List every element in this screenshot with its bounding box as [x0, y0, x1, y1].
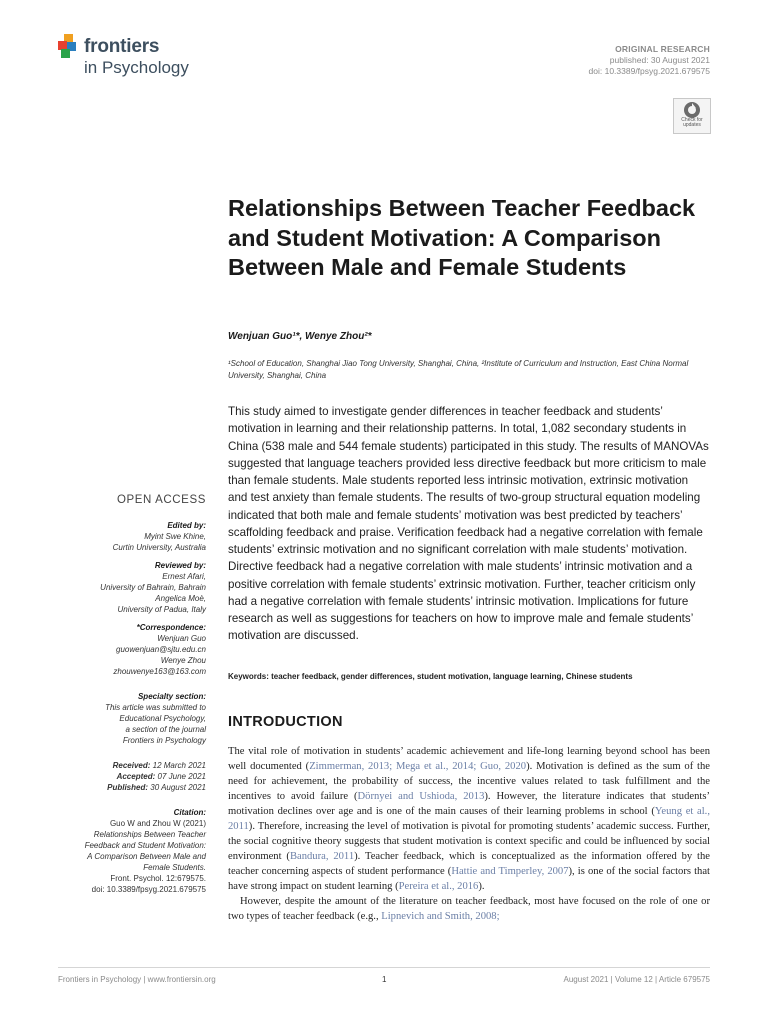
doi[interactable]: doi: 10.3389/fpsyg.2021.679575 [588, 66, 710, 76]
citation-link[interactable]: Bandura, 2011 [289, 851, 355, 862]
citation-link[interactable]: Lipnevich and Smith, 2008; [381, 911, 500, 922]
article-header-meta [589, 44, 710, 77]
accepted-label: Accepted: [116, 772, 156, 781]
accepted-row [58, 771, 206, 782]
reviewer-line: Ernest Afari, [162, 572, 206, 581]
published-date-sidebar: 30 August 2021 [150, 783, 206, 792]
correspondence-email-link[interactable]: zhouwenye163@163.com [113, 667, 206, 676]
authors[interactable]: Wenjuan Guo¹*, Wenye Zhou²* [228, 331, 372, 342]
check-for-updates-button[interactable] [673, 98, 711, 134]
reviewer-line: University of Padua, Italy [117, 605, 206, 614]
reviewed-by-section [58, 560, 206, 615]
specialty-line: This article was submitted to [105, 703, 206, 712]
editor-line: Myint Swe Khine, [144, 532, 206, 541]
citation-line: Feedback and Student Motivation: [84, 841, 206, 850]
citation-line: A Comparison Between Male and [87, 852, 206, 861]
citation-label: Citation: [173, 808, 206, 817]
footer-journal-link[interactable]: Frontiers in Psychology | www.frontiersin.org [58, 975, 216, 984]
citation-line[interactable]: doi: 10.3389/fpsyg.2021.679575 [91, 885, 206, 894]
editor-line: Curtin University, Australia [112, 543, 206, 552]
page-number: 1 [382, 975, 387, 984]
article-type: ORIGINAL RESEARCH [615, 44, 710, 54]
paragraph-text: ). Therefore, increasing the level of motivation is pivotal for promoting students’ academic success. Further, the social cognitive theory suggests that student motivation is context specific and could be influenced by social environment ( [228, 821, 710, 862]
received-row [58, 760, 206, 771]
section-heading-introduction: INTRODUCTION [228, 714, 343, 730]
specialty-line: Frontiers in Psychology [122, 736, 206, 745]
citation-line: Relationships Between Teacher [93, 830, 206, 839]
paragraph-text: ). However, the literature indicates that students’ motivation declines over age and is one of the main causes of their learning problems in school ( [228, 791, 710, 817]
check-updates-label: Check for updates [681, 117, 703, 128]
reviewer-line: University of Bahrain, Bahrain [100, 583, 206, 592]
citation-line: Front. Psychol. 12:679575. [110, 874, 206, 883]
specialty-section [58, 691, 206, 746]
affiliations: ¹School of Education, Shanghai Jiao Tong University, Shanghai, China, ²Institute of Curriculum and Instruction, East China Normal University, Shanghai, China [228, 359, 689, 380]
edited-by-section [58, 520, 206, 553]
paragraph-text: ), is one of the social factors that have strong impact on student learning ( [228, 866, 710, 892]
citation-link[interactable]: Dörnyei and Ushioda, 2013 [357, 791, 485, 802]
published-label: Published: [107, 783, 149, 792]
introduction-body [228, 744, 710, 924]
correspondence-name: Wenye Zhou [160, 656, 206, 665]
correspondence-name: Wenjuan Guo [157, 634, 206, 643]
citation-line: Guo W and Zhou W (2021) [109, 819, 206, 828]
specialty-label: Specialty section: [137, 692, 206, 701]
specialty-line: a section of the journal [125, 725, 206, 734]
correspondence-label: *Correspondence: [136, 623, 206, 632]
received-date: 12 March 2021 [152, 761, 206, 770]
reviewer-line: Angelica Moè, [155, 594, 206, 603]
introduction-paragraph-2 [228, 894, 710, 924]
abstract: This study aimed to investigate gender differences in teacher feedback and students’ motivation in learning and their relationship patterns. In total, 1,082 secondary students in China (538 male and 544 female students) participated in this study. The results of MANOVAs suggested that language teachers provided less directive feedback but more criticism to male than female students. Male students reported less intrinsic motivation, extrinsic motivation and test anxiety than female students. The results of two-group structural equation modeling indicated that both male and female students’ motivation was best predicted by teachers’ scaffolding feedback and praise. Verification feedback had a negative correlation with female students’ extrinsic motivation and no significant correlation with male students’ motivation. Directive feedback had a negative correlation with male students’ intrinsic motivation and a positive correlation with female students’ extrinsic motivation. Further, teacher criticism only had a negative correlation with female students’ intrinsic motivation. Implications for future research as well as suggestions for teachers on how to improve male and female students’ motivation are discussed. [228, 405, 709, 643]
citation-line: Female Students. [143, 863, 206, 872]
article-title: Relationships Between Teacher Feedback and Student Motivation: A Comparison Between Male and Female Students [228, 195, 696, 280]
keywords: Keywords: teacher feedback, gender differences, student motivation, language learning, Chinese students [228, 672, 633, 681]
citation-link[interactable]: Zimmerman, 2013; Mega et al., 2014; Guo, 2020 [309, 761, 527, 772]
journal-subtitle: in Psychology [84, 58, 189, 77]
dates-section [58, 760, 206, 793]
journal-logo[interactable] [58, 34, 218, 84]
citation-link[interactable]: Yeung et al., 2011 [228, 806, 710, 832]
paragraph-text: ). [478, 881, 485, 892]
introduction-paragraph-1 [228, 744, 710, 894]
received-label: Received: [112, 761, 151, 770]
footer-divider [58, 967, 710, 968]
paragraph-text: ). Motivation is defined as the sum of the need for achievement, the probability of success, the incentive values related to task fulfillment and the incentives to avoid failure ( [228, 761, 710, 802]
published-date: published: 30 August 2021 [609, 55, 710, 65]
citation-link[interactable]: Hattie and Timperley, 2007 [451, 866, 569, 877]
paragraph-text: However, despite the amount of the literature on teacher feedback, most have focused on the role of one or two types of teacher feedback (e.g., [228, 896, 710, 922]
reviewed-by-label: Reviewed by: [154, 561, 206, 570]
open-access-label: OPEN ACCESS [116, 494, 206, 506]
correspondence-email-link[interactable]: guowenjuan@sjtu.edu.cn [116, 645, 206, 654]
accepted-date: 07 June 2021 [157, 772, 206, 781]
paragraph-text: The vital role of motivation in students’ academic achievement and life-long learning beyond school has been well documented ( [228, 746, 710, 772]
paragraph-text: ). Teacher feedback, which is conceptualized as the information offered by the teacher concerning aspects of student performance ( [228, 851, 710, 877]
citation-link[interactable]: Pereira et al., 2016 [398, 881, 479, 892]
published-row [58, 782, 206, 793]
citation-section [58, 807, 206, 895]
correspondence-section [58, 622, 206, 677]
frontiers-logo-icon [58, 34, 82, 60]
specialty-line: Educational Psychology, [119, 714, 206, 723]
edited-by-label: Edited by: [167, 521, 206, 530]
footer-issue-info: August 2021 | Volume 12 | Article 679575 [563, 975, 710, 984]
journal-name: frontiers [84, 36, 160, 57]
article-info-sidebar [58, 495, 206, 902]
